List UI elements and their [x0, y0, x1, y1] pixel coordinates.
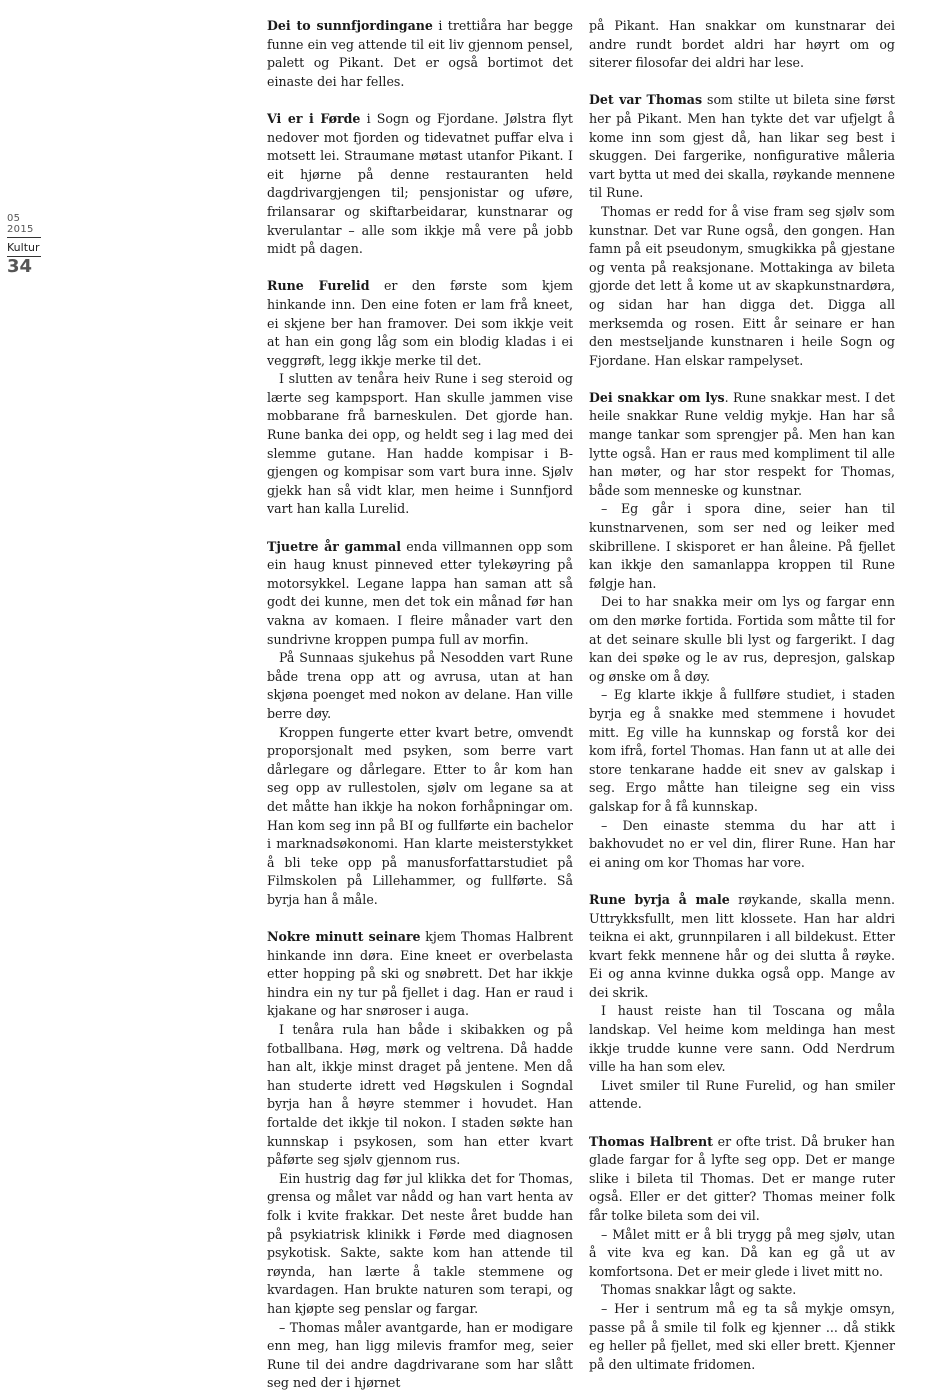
paragraph-lead: Rune Furelid	[267, 278, 370, 294]
issue-number: 05 2015	[7, 213, 41, 238]
page-number: 34	[7, 256, 33, 277]
paragraph	[589, 891, 895, 1003]
paragraph	[267, 538, 573, 650]
paragraph-text: er den første som kjem hinkande inn. Den eine foten er lam frå kneet, ei skjene ber han framover. Dei som ikkje veit at han ein gong låg som ein blodig kladas i ei veggrøft, legg ikkje merke til det.	[267, 278, 573, 368]
paragraph-text: Thomas snakkar lågt og sakte.	[601, 1282, 797, 1298]
paragraph	[589, 1133, 895, 1226]
paragraph	[589, 1300, 895, 1374]
paragraph-text: kjem Thomas Halbrent hinkande inn døra. Eine kneet er overbelasta etter hopping på ski og snøbrett. Det har ikkje hindra ein ny tur på fjellet i dag. Han er raud i kjakane og har snøroser i auga.	[267, 929, 574, 1019]
paragraph	[589, 593, 895, 686]
paragraph-lead: Det var Thomas	[589, 92, 703, 108]
paragraph	[589, 686, 895, 816]
paragraph-lead: Vi er i Førde	[267, 110, 361, 126]
paragraph-text: I slutten av tenåra heiv Rune i seg steroid og lærte seg kampsport. Han skulle jammen vise mobbarane frå barneskulen. Det gjorde han. Rune banka dei opp, og heldt seg i lag med dei slemme gutane. Han hadde kompisar i B-gjengen og kompisar som vart bura inne. Sjølv gjekk han så vidt klar, men heime i Sunnfjord vart han kalla Lurelid.	[267, 371, 573, 517]
paragraph-lead: Tjuetre år gammal	[267, 538, 402, 554]
paragraph-text: enda villmannen opp som ein haug knust pinneved etter tylekøyring på motorsykkel. Legane lappa han saman att så godt dei kunne, men det tok ein månad før han vakna av komaen. I fleire månader vart den sundrivne kroppen pumpa full av morfin.	[267, 538, 573, 647]
paragraph	[589, 17, 895, 73]
paragraph	[589, 500, 895, 593]
paragraph-text: på Pikant. Han snakkar om kunstnarar dei andre rundt bordet aldri har høyrt om og siterer filosofar dei aldri har lese.	[589, 18, 895, 71]
paragraph-text: På Sunnaas sjukehus på Nesodden vart Rune både trena opp att og avrusa, utan at han skjøna poenget med nokon av delane. Han ville berre døy.	[267, 650, 573, 721]
paragraph	[589, 1281, 895, 1300]
paragraph-text: Thomas er redd for å vise fram seg sjølv som kunstnar. Det var Rune også, den gongen. Han famn på eit pseudonym, smugkikka på gjestane og venta på reaksjonane. Mottakinga av bileta gjorde det lett å kome ut av skapkunstnardøra, og sidan har han digga det. Digga all merksemda og rosen. Eitt år seinare er han den mestseljande kunstnaren i heile Sogn og Fjordane. Han elskar rampelyset.	[589, 203, 895, 368]
paragraph-text: røykande, skalla menn. Uttrykksfullt, men litt klossete. Han har aldri teikna ei akt, grunnpilaren i all bildekust. Etter kvart fekk mennene hår og dei slutta å røyke. Ei og anna kvinne dukka også opp. Mange av dei skrik.	[589, 891, 895, 1000]
paragraph-text: Kroppen fungerte etter kvart betre, omvendt proporsjonalt med psyken, som berre vart dårlegare og dårlegare. Etter to år kom han seg opp av rullestolen, sjølv om legane sa at det måtte han ikkje ha nokon forhåpningar om. Han kom seg inn på BI og fullførte ein bachelor i marknadsøkonomi. Han klarte meisterstykket å bli teke opp på manusforfattarstudiet på Filmskolen på Lillehammer, og fullførte. Så byrja han å måle.	[267, 724, 573, 907]
paragraph-text: – Eg klarte ikkje å fullføre studiet, i staden byrja eg å snakke med stemmene i hovudet mitt. Eg ville ha kunnskap og forstå kor dei kom ifrå, fortel Thomas. Han fann ut at alle dei store tenkarane hadde eit snev av galskap i seg. Ergo måtte han tileigne seg ein viss galskap for å få kunnskap.	[589, 687, 895, 814]
paragraph-text: Ein hustrig dag før jul klikka det for Thomas, grensa og målet var nådd og han vart henta av folk i kvite frakkar. Det neste året budde han på psykiatrisk klinikk i Førde med diagnosen psykotisk. Sakte, sakte kom han attende til røynda, han lærte å takle stemmene og kvardagen. Han brukte naturen som terapi, og han kjøpte seg penslar og fargar.	[267, 1170, 573, 1316]
page-folio	[7, 213, 41, 277]
paragraph	[267, 110, 573, 259]
article-column-right	[589, 17, 895, 1374]
paragraph-text: – Eg går i spora dine, seier han til kunstnarvenen, som ser ned og leiker med skibrillene. I skisporet er han åleine. På fjellet kan ikkje den samanlappa kroppen til Rune følgje han.	[589, 501, 895, 591]
paragraph	[267, 928, 573, 1021]
paragraph	[589, 91, 895, 203]
paragraph-lead: Rune byrja å male	[589, 891, 730, 907]
paragraph	[589, 817, 895, 873]
paragraph-text: – Her i sentrum må eg ta så mykje omsyn, passe på å smile til folk eg kjenner ... då stikk eg heller på fjellet, med ski eller brett. Kjenner på den ultimate fridomen.	[589, 1300, 895, 1372]
paragraph	[589, 1226, 895, 1282]
section-name: Kultur	[7, 238, 41, 257]
paragraph	[267, 724, 573, 910]
paragraph	[589, 389, 895, 501]
paragraph	[589, 1002, 895, 1076]
paragraph	[267, 1170, 573, 1319]
paragraph-text: som stilte ut bileta sine først her på Pikant. Men han tykte det var ufjelgt å kome inn som gjest då, han likar seg best i skuggen. Dei fargerike, nonfigurative måleria vart bytta ut med dei skalla, røykande mennene til Rune.	[589, 92, 895, 201]
paragraph-lead: Dei snakkar om lys	[589, 389, 725, 405]
paragraph	[267, 277, 573, 370]
paragraph-text: I tenåra rula han både i skibakken og på fotballbana. Høg, mørk og veltrena. Då hadde han alt, ikkje minst draget på jentene. Men då han studerte idrett ved Høgskulen i Sogndal byrja han å høyre stemmer i hovudet. Han fortalde det ikkje til nokon. I staden søkte han kunnskap i psykosen, som han etter kvart påførte seg sjølv gjennom rus.	[267, 1022, 573, 1168]
paragraph-text: i trettiåra har begge funne ein veg attende til eit liv gjennom pensel, palett og Pikant. Det er også bortimot det einaste dei har felles.	[267, 18, 573, 89]
paragraph-text: – Målet mitt er å bli trygg på meg sjølv, utan å vite kva eg kan. Då kan eg gå ut av komfortsona. Det er meir glede i livet mitt no.	[589, 1226, 895, 1279]
paragraph	[267, 17, 573, 91]
paragraph-text: i Sogn og Fjordane. Jølstra flyt nedover mot fjorden og tidevatnet puffar elva i motsett lei. Straumane møtast utanfor Pikant. I eit hjørne på denne restauranten held dagdrivargjengen til; pensjonistar og uføre, frilansarar og skiftarbeidarar, kunstnarar og kverulantar – alle som ikkje må vere på jobb midt på dagen.	[267, 110, 573, 257]
paragraph-text: – Thomas måler avantgarde, han er modigare enn meg, han ligg milevis framfor meg, seier Rune til dei andre dagdrivarane som har slått seg ned der i hjørnet	[267, 1319, 573, 1391]
paragraph	[267, 649, 573, 723]
paragraph	[267, 1319, 573, 1393]
paragraph	[267, 1021, 573, 1170]
paragraph	[589, 203, 895, 370]
paragraph-lead: Nokre minutt seinare	[267, 929, 421, 945]
paragraph	[267, 370, 573, 519]
paragraph-text: I haust reiste han til Toscana og måla landskap. Vel heime kom meldinga han mest ikkje trudde kunne vere sann. Odd Nerdrum ville ha han som elev.	[589, 1003, 895, 1075]
paragraph-text: Dei to har snakka meir om lys og fargar enn om den mørke fortida. Fortida som måtte til for at det seinare skulle bli lyst og fargerikt. I dag kan dei spøke og le av rus, depresjon, galskap og ønske om å døy.	[589, 594, 895, 684]
paragraph-text: Livet smiler til Rune Furelid, og han smiler attende.	[589, 1077, 895, 1112]
paragraph-text: er ofte trist. Då bruker han glade fargar for å lyfte seg opp. Det er mange slike i bileta til Thomas. Det er mange ruter også. Eller er det gitter? Thomas meiner folk får tolke bileta som dei vil.	[589, 1133, 895, 1223]
paragraph-lead: Dei to sunnfjordingane	[267, 18, 433, 33]
paragraph-text: . Rune snakkar mest. I det heile snakkar Rune veldig mykje. Han har så mange tankar som sprengjer på. Men han kan lytte også. Han er raus med kompliment til alle han møter, og har stor respekt for Thomas, både som menneske og kunstnar.	[589, 389, 895, 498]
article-column-left	[267, 17, 573, 1393]
paragraph	[589, 1077, 895, 1114]
paragraph-lead: Thomas Halbrent	[589, 1133, 713, 1149]
paragraph-text: – Den einaste stemma du har att i bakhovudet no er vel din, flirer Rune. Han har ei aning om kor Thomas har vore.	[589, 817, 895, 870]
